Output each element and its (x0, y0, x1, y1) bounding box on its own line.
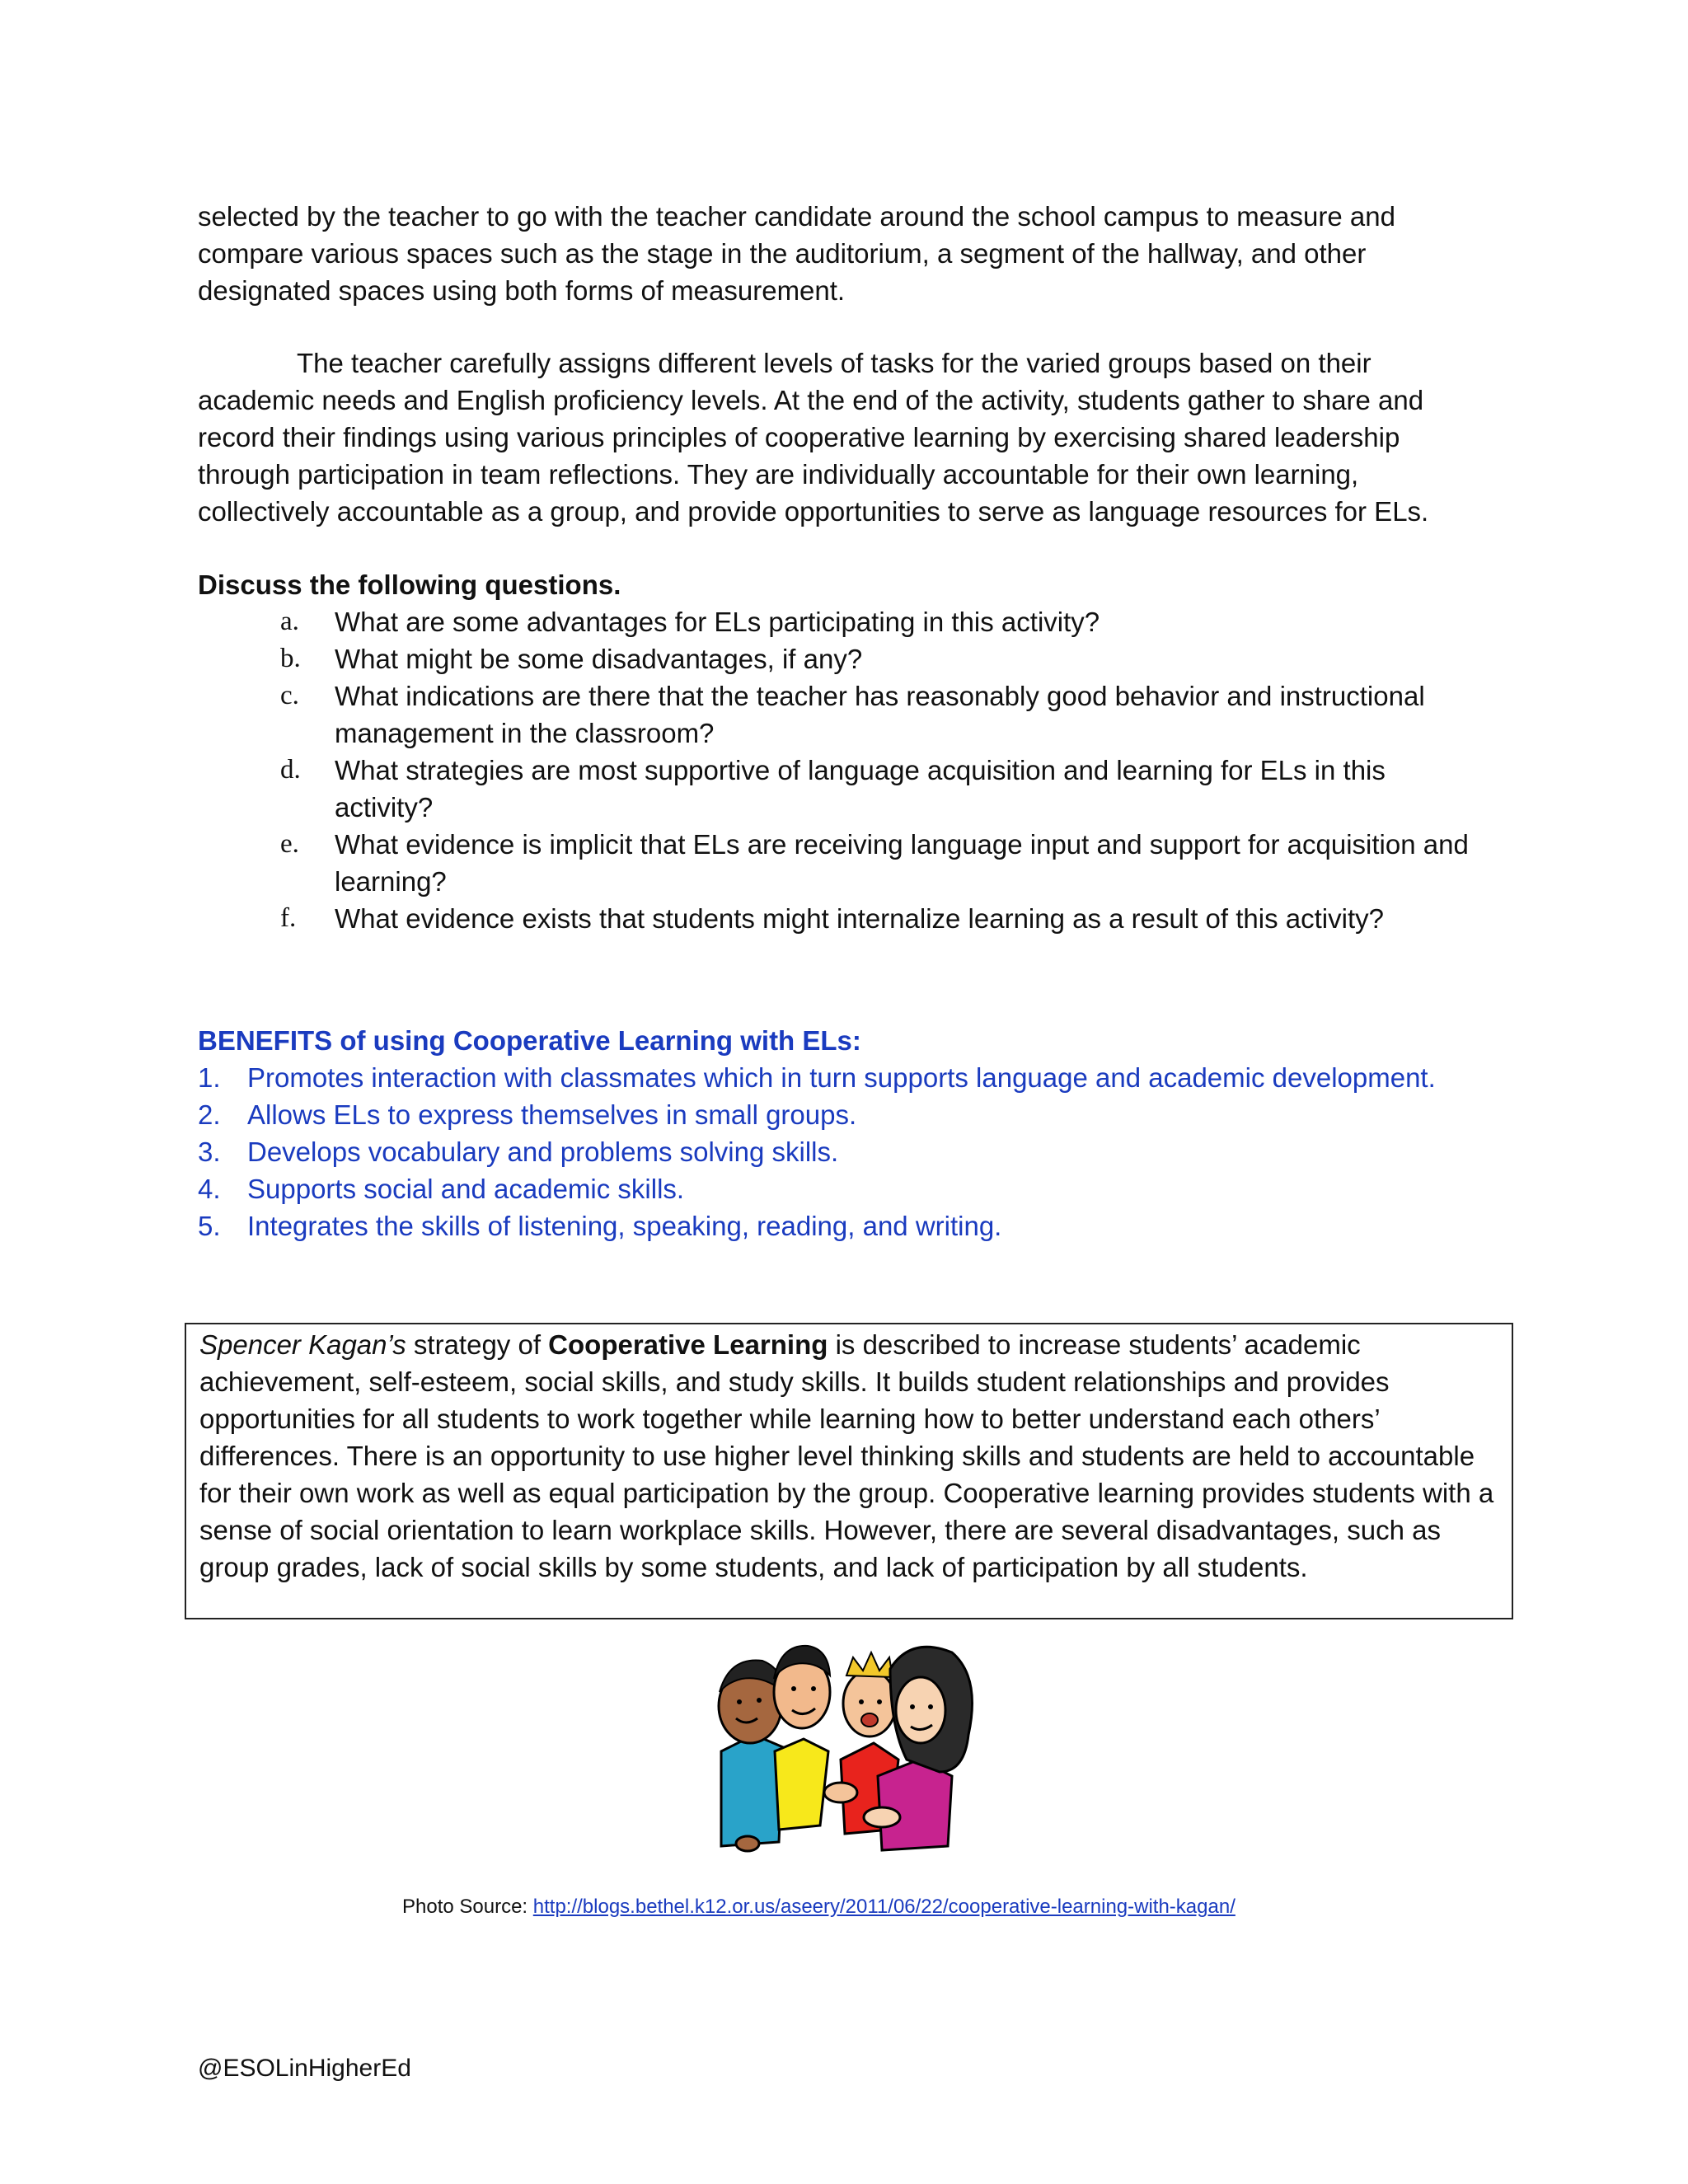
author-name: Spencer Kagan’s (199, 1329, 406, 1360)
question-text: What strategies are most supportive of language acquisition and learning for ELs in this activity? (335, 755, 1386, 823)
question-text: What indications are there that the teacher has reasonably good behavior and instructional management in the classroom? (335, 681, 1425, 748)
kagan-description-box (185, 1323, 1513, 1619)
list-item (198, 1059, 1517, 1096)
students-illustration (705, 1628, 985, 1863)
list-item (198, 1096, 1517, 1133)
list-item (198, 1170, 1517, 1207)
list-item (198, 1207, 1517, 1244)
benefit-text: Integrates the skills of listening, speaking, reading, and writing. (247, 1211, 1002, 1241)
footer-handle: @ESOLinHigherEd (198, 2055, 411, 2082)
list-marker: 5. (198, 1211, 221, 1241)
list-marker: 2. (198, 1099, 221, 1130)
question-text: What are some advantages for ELs participating in this activity? (335, 607, 1100, 637)
photo-source-label: Photo Source: (402, 1896, 533, 1918)
list-item (280, 677, 1484, 752)
list-item (280, 603, 1484, 640)
intro-paragraph: selected by the teacher to go with the teacher candidate around the school campus to measure and compare various spaces such as the stage in the auditorium, a segment of the hallway, and other designated spaces using both forms of measurement. (198, 201, 1395, 306)
benefit-text: Supports social and academic skills. (247, 1174, 685, 1204)
benefit-text: Allows ELs to express themselves in small groups. (247, 1099, 857, 1130)
description-text: is described to increase students’ academic achievement, self-esteem, social skills, and study skills. It builds student relationships and provides opportunities for all students to work together while learning how to better understand each others’ differences. There is an opportunity to use higher level thinking skills and students are held to accountable for their own work as well as equal participation by the group. Cooperative learning provides students with a sense of social orientation to learn workplace skills. However, there are several disadvantages, such as group grades, lack of social skills by some students, and lack of participation by all students. (199, 1329, 1494, 1582)
list-marker: 1. (198, 1062, 221, 1093)
activity-paragraph: The teacher carefully assigns different levels of tasks for the varied groups based on their academic needs and English proficiency levels. At the end of the activity, students gather to share and record their findings using various principles of cooperative learning by exercising shared leadership through participation in team reflections. They are individually accountable for their own learning, collectively accountable as a group, and provide opportunities to serve as language resources for ELs. (198, 348, 1429, 527)
question-text: What evidence exists that students might internalize learning as a result of this activity? (335, 903, 1384, 934)
benefit-text: Develops vocabulary and problems solving skills. (247, 1137, 839, 1167)
description-text: strategy of (406, 1329, 549, 1360)
question-text: What evidence is implicit that ELs are receiving language input and support for acquisition and learning? (335, 829, 1469, 897)
question-text: What might be some disadvantages, if any? (335, 644, 863, 674)
discussion-question-list (280, 603, 1484, 937)
list-marker: b. (280, 644, 301, 673)
list-marker: e. (280, 829, 299, 859)
list-item (280, 640, 1484, 677)
list-marker: f. (280, 903, 297, 933)
list-item (280, 752, 1484, 826)
benefit-text: Promotes interaction with classmates which in turn supports language and academic development. (247, 1062, 1436, 1093)
list-marker: c. (280, 681, 299, 710)
list-marker: 3. (198, 1137, 221, 1167)
kagan-description (199, 1326, 1498, 1586)
list-marker: 4. (198, 1174, 221, 1204)
list-item (198, 1133, 1517, 1170)
discussion-heading: Discuss the following questions. (198, 569, 621, 600)
photo-source (402, 1894, 1236, 1920)
list-item (280, 900, 1484, 937)
list-item (280, 826, 1484, 900)
benefits-heading: BENEFITS of using Cooperative Learning with ELs: (198, 1025, 861, 1056)
strategy-name: Cooperative Learning (548, 1329, 828, 1360)
list-marker: a. (280, 607, 299, 636)
benefits-list (198, 1059, 1517, 1244)
photo-source-link[interactable]: http://blogs.bethel.k12.or.us/aseery/2011/06/22/cooperative-learning-with-kagan/ (532, 1896, 1236, 1918)
list-marker: d. (280, 755, 301, 785)
